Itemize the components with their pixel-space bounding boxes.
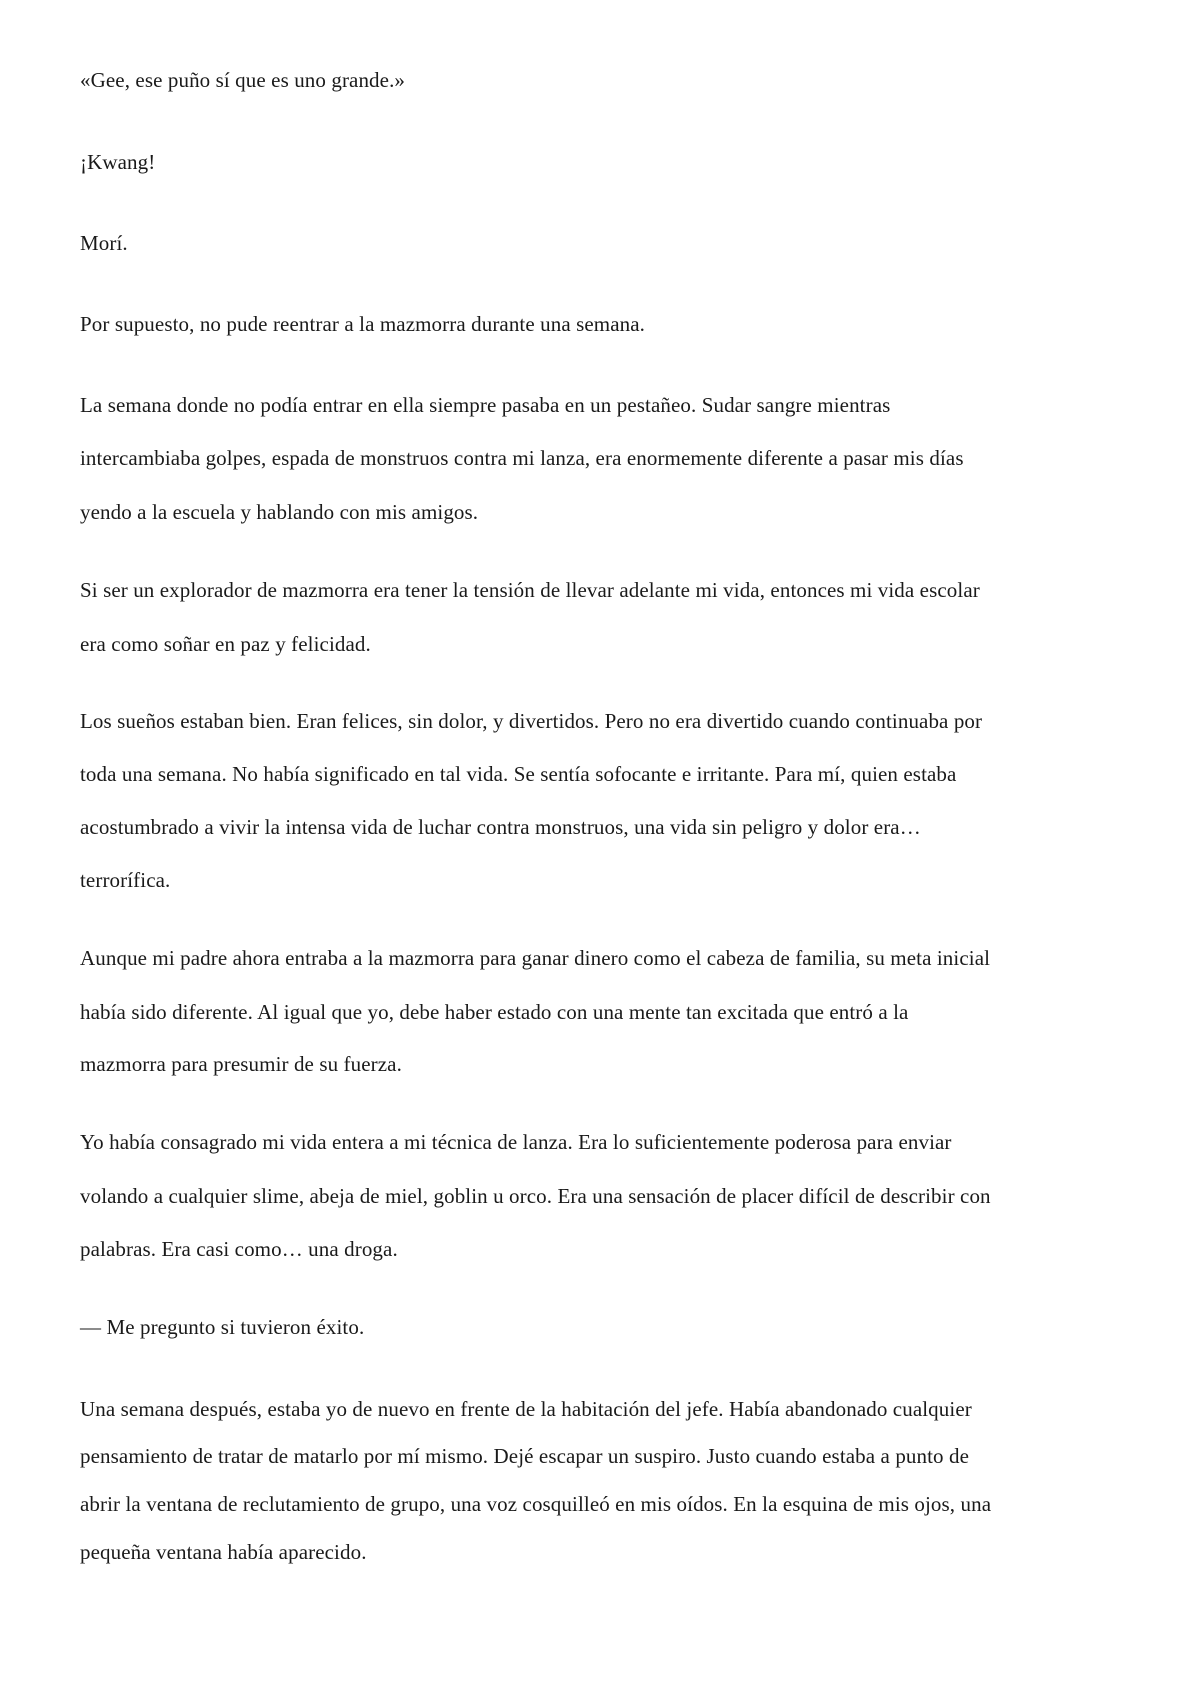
- paragraph-9-line-1: Yo había consagrado mi vida entera a mi técnica de lanza. Era lo suficientemente poderosa para enviar: [80, 1130, 952, 1154]
- paragraph-8-line-1: Aunque mi padre ahora entraba a la mazmorra para ganar dinero como el cabeza de familia, su meta inicial: [80, 946, 991, 970]
- paragraph-11-line-1: Una semana después, estaba yo de nuevo en frente de la habitación del jefe. Había abandonado cualquier: [80, 1397, 972, 1421]
- paragraph-5-line-3: yendo a la escuela y hablando con mis amigos.: [80, 500, 479, 524]
- paragraph-9-line-2: volando a cualquier slime, abeja de miel, goblin u orco. Era una sensación de placer difícil de describir con: [80, 1184, 991, 1208]
- paragraph-3-line-1: Morí.: [80, 231, 128, 255]
- paragraph-8-line-2: había sido diferente. Al igual que yo, debe haber estado con una mente tan excitada que entró a la: [80, 1000, 909, 1024]
- paragraph-7-line-3: acostumbrado a vivir la intensa vida de luchar contra monstruos, una vida sin peligro y dolor era…: [80, 815, 921, 839]
- paragraph-7-line-1: Los sueños estaban bien. Eran felices, sin dolor, y divertidos. Pero no era divertido cuando continuaba por: [80, 709, 983, 733]
- paragraph-5-line-2: intercambiaba golpes, espada de monstruos contra mi lanza, era enormemente diferente a pasar mis días: [80, 446, 964, 470]
- paragraph-7-line-4: terrorífica.: [80, 868, 171, 892]
- paragraph-11-line-4: pequeña ventana había aparecido.: [80, 1540, 367, 1564]
- paragraph-9-line-3: palabras. Era casi como… una droga.: [80, 1237, 398, 1261]
- paragraph-8-line-3: mazmorra para presumir de su fuerza.: [80, 1052, 402, 1076]
- paragraph-5-line-1: La semana donde no podía entrar en ella siempre pasaba en un pestañeo. Sudar sangre mientras: [80, 393, 891, 417]
- paragraph-11-line-2: pensamiento de tratar de matarlo por mí mismo. Dejé escapar un suspiro. Justo cuando estaba a punto de: [80, 1444, 970, 1468]
- paragraph-7-line-2: toda una semana. No había significado en tal vida. Se sentía sofocante e irritante. Para mí, quien estaba: [80, 762, 957, 786]
- paragraph-6-line-2: era como soñar en paz y felicidad.: [80, 632, 371, 656]
- paragraph-6-line-1: Si ser un explorador de mazmorra era tener la tensión de llevar adelante mi vida, entonces mi vida escolar: [80, 578, 980, 602]
- paragraph-11-line-3: abrir la ventana de reclutamiento de grupo, una voz cosquilleó en mis oídos. En la esquina de mis ojos, una: [80, 1492, 992, 1516]
- paragraph-10-line-1: — Me pregunto si tuvieron éxito.: [80, 1315, 365, 1339]
- paragraph-4-line-1: Por supuesto, no pude reentrar a la mazmorra durante una semana.: [80, 312, 646, 336]
- paragraph-2-line-1: ¡Kwang!: [80, 150, 156, 174]
- paragraph-1-line-1: «Gee, ese puño sí que es uno grande.»: [80, 68, 406, 92]
